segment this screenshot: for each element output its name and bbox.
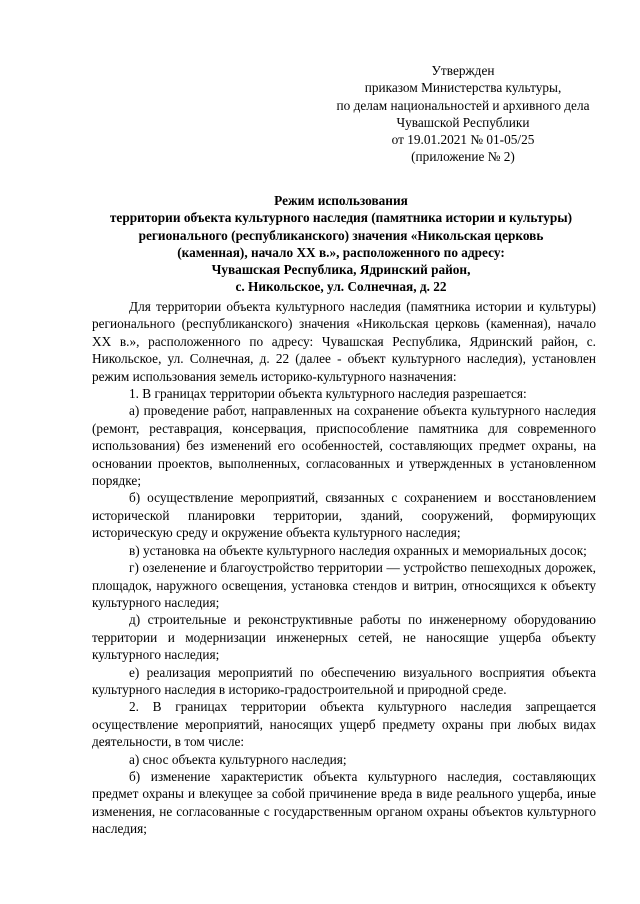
section-1-item-v: в) установка на объекте культурного наследия охранных и мемориальных досок; xyxy=(129,542,587,558)
section-1-item-e: е) реализация мероприятий по обеспечению визуального восприятия объекта культурного наследия в историко-градостроительной и природной среде. xyxy=(92,664,596,697)
approval-line: Чувашской Республики xyxy=(396,114,530,130)
section-1-item-a: а) проведение работ, направленных на сохранение объекта культурного наследия (ремонт, реставрация, консервация, приспособление памятника для современного использования) без изменений его особенностей, составляющих предмет охраны, на основании проектов, выполненных, согласованных и утвержденных в установленном порядке; xyxy=(92,403,596,489)
section-2-item-b: б) изменение характеристик объекта культурного наследия, составляющих предмет охраны и влекущее за собой причинение вреда в виде реального ущерба, иные изменения, не согласованные с государственным органом охраны объектов культурного наследия; xyxy=(92,768,596,837)
section-1-item-b: б) осуществление мероприятий, связанных с сохранением и восстановлением исторической планировки территории, зданий, сооружений, формирующих историческую среду и окружение объекта культурного наследия; xyxy=(92,490,596,541)
approval-line: Утвержден xyxy=(431,63,495,78)
approval-line: от 19.01.2021 № 01-05/25 xyxy=(391,132,535,148)
title-line: Режим использования xyxy=(274,193,408,208)
intro-paragraph: Для территории объекта культурного наследия (памятника истории и культуры) регионального (республиканского) значения «Никольская церковь (каменная), начало XX в.», расположенного по адресу: Чувашская Республика, Ядринский район, с. Никольское, ул. Солнечная, д. 22 (далее - объект культурного наследия), установлен режим использования земель историко-культурного назначения: xyxy=(92,299,596,384)
title-line: Чувашская Республика, Ядринский район, xyxy=(211,262,471,278)
approval-block xyxy=(320,62,606,166)
approval-line: (приложение № 2) xyxy=(411,149,515,165)
section-1-item-g: г) озеленение и благоустройство территории — устройство пешеходных дорожек, площадок, наружного освещения, установка стендов и витрин, относящихся к объекту культурного наследия; xyxy=(92,560,596,610)
title-line: (каменная), начало XX в.», расположенного по адресу: xyxy=(177,244,505,260)
section-1-heading: 1. В границах территории объекта культурного наследия разрешается: xyxy=(129,386,527,402)
approval-line: приказом Министерства культуры, xyxy=(364,80,562,96)
document-title xyxy=(88,192,594,296)
title-line: с. Никольское, ул. Солнечная, д. 22 xyxy=(235,279,447,295)
title-line: территории объекта культурного наследия (памятника истории и культуры) xyxy=(109,210,573,226)
section-2-item-a: а) снос объекта культурного наследия; xyxy=(129,751,347,767)
document-body xyxy=(92,298,596,838)
approval-line: по делам национальностей и архивного дела xyxy=(336,97,590,113)
section-1-item-d: д) строительные и реконструктивные работы по инженерному оборудованию территории и модернизации инженерных сетей, не наносящие ущерба объекту культурного наследия; xyxy=(92,612,596,663)
title-line: регионального (республиканского) значения «Никольская церковь xyxy=(138,227,544,243)
section-2-heading: 2. В границах территории объекта культурного наследия запрещается осуществление мероприятий, наносящих ущерб предмету охраны при любых видах деятельности, в том числе: xyxy=(92,699,596,750)
